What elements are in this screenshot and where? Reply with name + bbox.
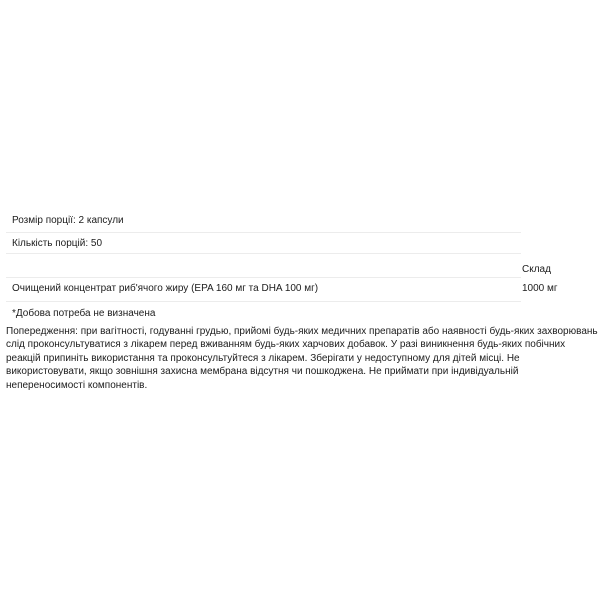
daily-value-footnote: *Добова потреба не визначена xyxy=(12,308,156,319)
ingredient-amount: 1000 мг xyxy=(522,283,558,294)
servings-per-container-row xyxy=(6,233,521,254)
warning-text: Попередження: при вагітності, годуванні грудью, прийомі будь-яких медичних препаратів або наявності будь-яких захворювань слід проконсультуватися з лікарем перед вживанням будь-яких харчових добавок. У разі виникнення будь-яких побічних реакцій припиніть використання та проконсультуйтеся з лікарем. Зберігати у недоступному для дітей місці. Не використовувати, якщо зовнішня захисна мембрана відсутня чи пошкоджена. Не приймати при індивідуальній непереносимості компонентів. xyxy=(6,326,598,391)
footnote-row xyxy=(6,302,521,321)
ingredient-row xyxy=(6,278,558,302)
serving-size-text: Розмір порції: 2 капсули xyxy=(12,215,124,226)
servings-per-container-text: Кількість порцій: 50 xyxy=(12,238,103,249)
amount-header-row xyxy=(6,254,551,278)
amount-column-header: Склад xyxy=(522,264,551,275)
ingredient-name: Очищений концентрат риб'ячого жиру (EPA 160 мг та DHA 100 мг) xyxy=(12,283,319,294)
serving-size-row xyxy=(6,209,521,233)
supplement-facts-table xyxy=(6,209,558,321)
